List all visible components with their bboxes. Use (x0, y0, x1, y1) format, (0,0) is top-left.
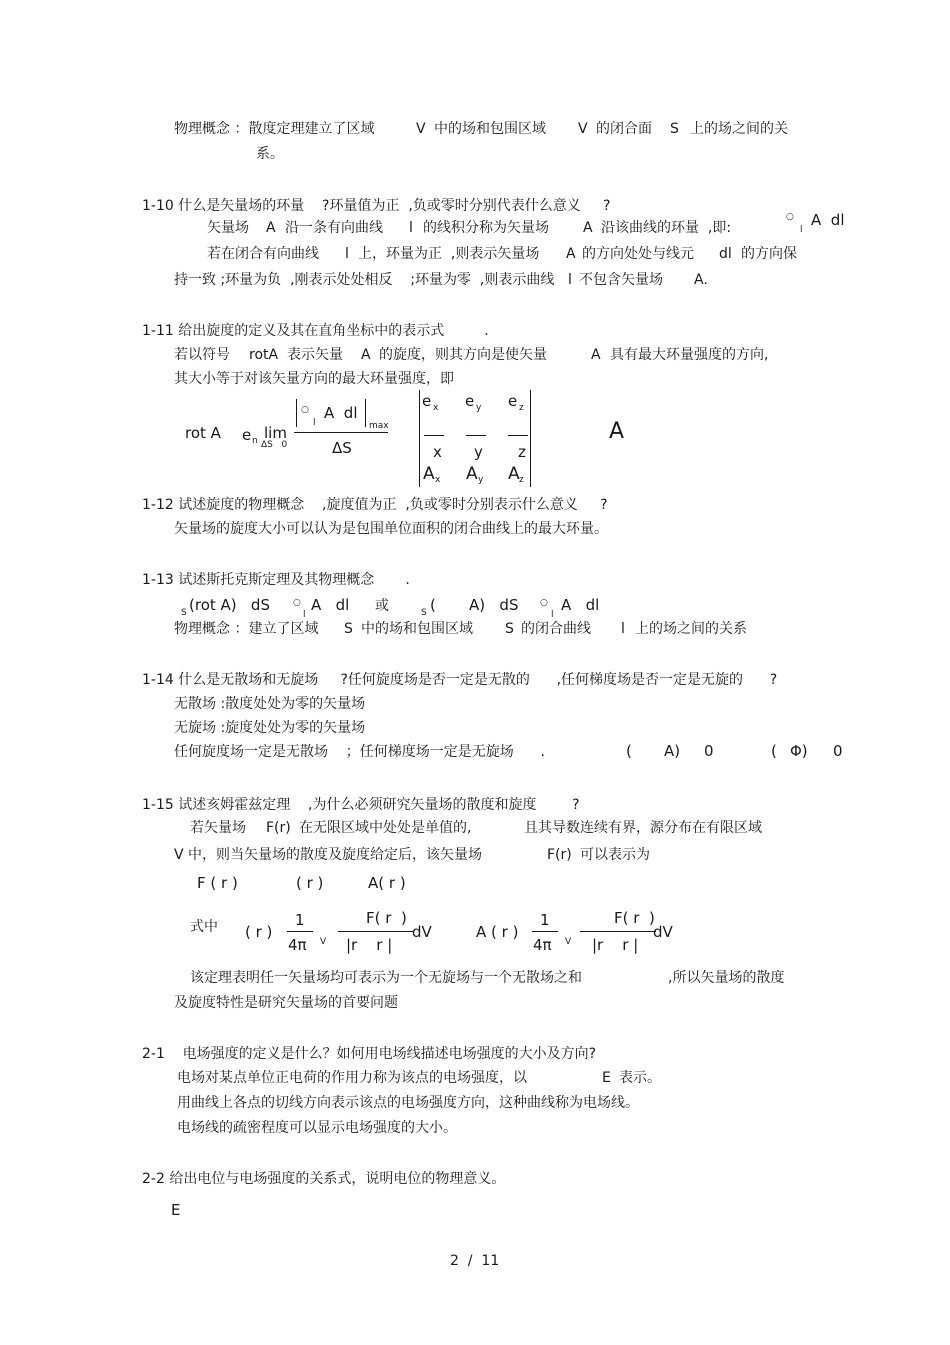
stokes-s-sub-2: S (421, 608, 427, 618)
eq2-frac1-bar (287, 931, 313, 932)
q1-10-l3-a: 持一致 ;环量为负 ,刚表示处处相反 ;环量为零 ,则表示曲线 (174, 272, 555, 288)
div-curl-zero: 0 (704, 742, 714, 760)
partial-bar-z (508, 435, 528, 436)
det-ex-sub: x (433, 403, 439, 413)
det-az: A (508, 464, 520, 484)
det-ax-sub: x (435, 475, 441, 485)
q2-1-l1-c: 表示。 (619, 1070, 661, 1086)
intro-text-8: 系。 (256, 146, 284, 162)
q1-10-l1-e: 的线积分称为矢量场 (423, 220, 549, 236)
eq3-lhs: A ( r ) (476, 923, 519, 941)
eq3-frac1-num: 1 (540, 911, 550, 929)
curl-numerator: A dl (324, 404, 358, 422)
det-ay-sub: y (478, 475, 484, 485)
limit-subscript: ΔS 0 (261, 440, 288, 450)
en-subscript: n (252, 436, 258, 446)
q1-15-l2-a: V 中，则当矢量场的散度及旋度给定后，该矢量场 (174, 847, 483, 863)
eq3-frac2-bar (580, 931, 656, 932)
q1-10-l1-c: 沿一条有向曲线 (285, 220, 383, 236)
eq2-lhs: ( r ) (245, 923, 273, 941)
q1-10-l2-e: 的方向处处与线元 (582, 246, 694, 262)
eq3-frac1-den: 4π (533, 936, 552, 954)
q2-2-l1: E (171, 1201, 181, 1219)
q2-1-l2: 用曲线上各点的切线方向表示该点的电场强度方向，这种曲线称为电场线。 (177, 1095, 639, 1111)
eq2-frac2-bar (338, 931, 414, 932)
q1-10-formula-l: l (800, 225, 803, 235)
curl-rhs-a: A (609, 419, 625, 444)
q1-15-l2-c: 可以表示为 (580, 847, 650, 863)
partial-bar-y (466, 435, 486, 436)
q1-10-l2-c: 上，环量为正 ,则表示矢量场 (358, 246, 540, 262)
eq2-frac2-den: |r r | (346, 936, 393, 954)
eq2-frac2-num: F( r ) (366, 909, 407, 927)
q1-10-l3-d: A. (694, 272, 708, 288)
q1-10-l2-g: 的方向保 (741, 246, 797, 262)
eq3-frac2-den: |r r | (592, 936, 639, 954)
intro-text-7: 上的场之间的关 (690, 121, 788, 137)
q1-11-title: 1-11 给出旋度的定义及其在直角坐标中的表示式 . (142, 323, 489, 339)
q1-13-l1-f: l (621, 621, 625, 637)
abs-bar-left (296, 399, 297, 427)
helmholtz-f: F ( r ) (197, 874, 238, 892)
q1-13-l1-c: 中的场和包围区域 (361, 621, 473, 637)
q1-11-l1-a: 若以符号 (174, 347, 230, 363)
det-z: z (518, 443, 526, 461)
eq2-volume-sub: V (320, 937, 327, 947)
det-bar-left (419, 390, 420, 487)
eq2-frac1-den: 4π (288, 936, 307, 954)
curl-denominator: ΔS (332, 439, 352, 457)
q1-12-l1: 矢量场的旋度大小可以认为是包围单位面积的闭合曲线上的最大环量。 (174, 521, 608, 537)
limit-symbol: lim (264, 424, 287, 442)
det-ay: A (466, 464, 478, 484)
max-subscript: max (369, 421, 389, 431)
q1-10-l1-a: 矢量场 (207, 220, 249, 236)
div-curl-open: ( (626, 742, 632, 760)
eq3-dv: dV (653, 923, 673, 941)
stokes-lhs-1: (rot A) dS (189, 596, 270, 614)
eq2-dv: dV (412, 923, 432, 941)
q1-10-l3-c: 不包含矢量场 (579, 272, 663, 288)
q1-10-l2-d: A (566, 246, 576, 262)
q1-10-l1-d: l (409, 220, 413, 236)
q1-11-l2: 其大小等于对该矢量方向的最大环量强度，即 (174, 371, 454, 387)
stokes-rhs-2: A dl (561, 596, 600, 614)
det-bar-right (530, 390, 531, 487)
q1-13-l1-e: 的闭合曲线 (521, 621, 591, 637)
q1-13-l1-b: S (344, 621, 353, 637)
det-ez: e (508, 392, 518, 410)
q1-11-l1-b: rotA (249, 347, 279, 363)
det-x: x (433, 443, 442, 461)
q2-1-l3: 电场线的疏密程度可以显示电场强度的大小。 (177, 1120, 457, 1136)
eq3-volume-sub: V (565, 937, 572, 947)
q1-11-l1-f: A (591, 347, 601, 363)
det-az-sub: z (519, 475, 524, 485)
eq2-frac1-num: 1 (295, 911, 305, 929)
q1-10-l2-b: l (345, 246, 349, 262)
stokes-rhs-1: A dl (311, 596, 350, 614)
abs-bar-right (365, 399, 366, 427)
q1-15-l1-b: F(r) (266, 820, 291, 836)
en-vector: e (242, 426, 252, 444)
q1-14-l3: 任何旋度场一定是无散场 ；任何梯度场一定是无旋场 . (174, 744, 545, 760)
det-ax: A (423, 464, 435, 484)
rot-a-label: rot A (185, 424, 221, 442)
det-ey-sub: y (476, 403, 482, 413)
curl-num-l: l (313, 418, 316, 428)
curl-grad-phi: Φ) (790, 742, 808, 760)
stokes-s-sub-1: S (181, 608, 187, 618)
q1-15-l1-c: 在无限区域中处处是单值的, (299, 820, 472, 836)
q2-1-l1-a: 电场对某点单位正电荷的作用力称为该点的电场强度，以 (177, 1070, 527, 1086)
helmholtz-a: A( r ) (368, 874, 406, 892)
intro-text-2: V (416, 121, 426, 137)
stokes-circulation-icon-2: ○ (540, 598, 548, 608)
det-ez-sub: z (519, 403, 524, 413)
curl-grad-open: ( (771, 742, 777, 760)
q1-15-l1-d: 且其导数连续有界，源分布在有限区域 (524, 820, 762, 836)
q1-14-l1: 无散场 :散度处处为零的矢量场 (174, 696, 366, 712)
q1-10-l2-f: dl (719, 246, 732, 262)
intro-text-5: 的闭合面 (596, 121, 652, 137)
q1-15-title: 1-15 试述亥姆霍兹定理 ,为什么必须研究矢量场的散度和旋度 ? (142, 797, 580, 813)
stokes-circulation-icon-1: ○ (293, 598, 301, 608)
page-number: 2 / 11 (450, 1253, 500, 1269)
det-ey: e (465, 392, 475, 410)
q1-10-l1-g: 沿该曲线的环量 ,即: (601, 220, 732, 236)
q1-15-l4: 及旋度特性是研究矢量场的首要问题 (174, 995, 398, 1011)
stokes-l-sub-1: l (303, 610, 306, 620)
eq2-label: 式中 (190, 919, 218, 935)
q1-10-formula-text: A dl (811, 211, 845, 229)
stokes-l-sub-2: l (551, 610, 554, 620)
q1-14-l2: 无旋场 :旋度处处为零的矢量场 (174, 720, 366, 736)
q1-10-title: 1-10 什么是矢量场的环量 ?环量值为正 ,负或零时分别代表什么意义 ? (142, 198, 611, 214)
q2-1-l1-b: E (602, 1070, 611, 1086)
eq3-frac2-num: F( r ) (614, 909, 655, 927)
eq3-frac1-bar (532, 931, 558, 932)
q2-2-title: 2-2 给出电位与电场强度的关系式，说明电位的物理意义。 (142, 1171, 506, 1187)
q2-1-title: 2-1 电场强度的定义是什么？如何用电场线描述电场强度的大小及方向? (142, 1046, 597, 1062)
stokes-or: 或 (375, 598, 389, 614)
stokes-paren: ( (430, 596, 436, 614)
intro-text-1: 物理概念 ：散度定理建立了区域 (174, 121, 375, 137)
q1-15-l1-a: 若矢量场 (190, 820, 246, 836)
partial-bar-x (424, 435, 444, 436)
q1-12-title: 1-12 试述旋度的物理概念 ,旋度值为正 ,负或零时分别表示什么意义 ? (142, 497, 608, 513)
q1-15-l2-b: F(r) (547, 847, 572, 863)
q1-13-l1-a: 物理概念 ：建立了区域 (174, 621, 319, 637)
q1-11-l1-e: 的旋度，则其方向是使矢量 (379, 347, 547, 363)
curl-circulation-icon: ○ (301, 405, 309, 415)
q1-10-l1-f: A (583, 220, 593, 236)
helmholtz-phi: ( r ) (296, 874, 324, 892)
q1-13-l1-g: 上的场之间的关系 (635, 621, 747, 637)
curl-fraction-bar (294, 432, 388, 433)
q1-10-l1-b: A (266, 220, 276, 236)
q1-10-l3-b: l (568, 272, 572, 288)
q1-15-l3-b: ,所以矢量场的散度 (668, 970, 785, 986)
q1-11-l1-c: 表示矢量 (287, 347, 343, 363)
intro-text-4: V (578, 121, 588, 137)
q1-10-l2-a: 若在闭合有向曲线 (207, 246, 319, 262)
q1-11-l1-g: 具有最大环量强度的方向, (610, 347, 769, 363)
stokes-lhs-2: A) dS (469, 596, 519, 614)
intro-text-3: 中的场和包围区域 (434, 121, 546, 137)
circulation-integral-icon: ○ (786, 212, 794, 222)
q1-13-title: 1-13 试述斯托克斯定理及其物理概念 . (142, 572, 410, 588)
det-y: y (474, 443, 483, 461)
q1-15-l3-a: 该定理表明任一矢量场均可表示为一个无旋场与一个无散场之和 (190, 970, 582, 986)
intro-text-6: S (670, 121, 679, 137)
q1-11-l1-d: A (361, 347, 371, 363)
q1-13-l1-d: S (505, 621, 514, 637)
q1-14-title: 1-14 什么是无散场和无旋场 ?任何旋度场是否一定是无散的 ,任何梯度场是否一定是无旋的 ? (142, 672, 778, 688)
div-curl-a: A) (664, 742, 681, 760)
det-ex: e (422, 392, 432, 410)
curl-grad-zero: 0 (833, 742, 843, 760)
